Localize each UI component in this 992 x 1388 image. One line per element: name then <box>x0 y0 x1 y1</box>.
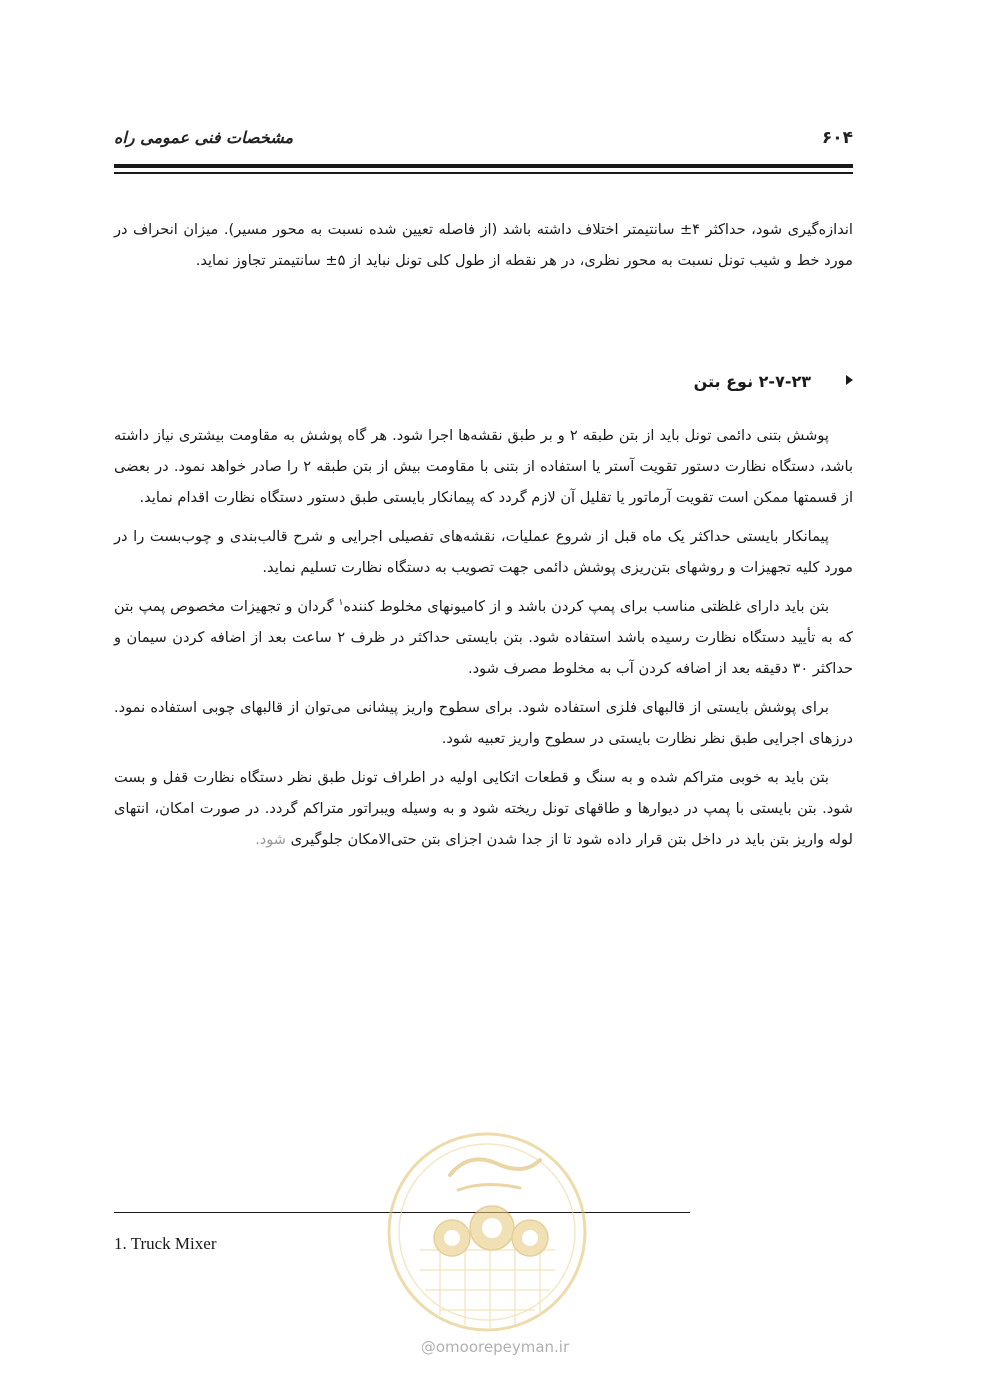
paragraph-3-part-a: بتن باید دارای غلظتی مناسب برای پمپ کردن باشد و از کامیونهای مخلوط کننده <box>343 598 830 615</box>
paragraph-3 <box>114 591 853 684</box>
paragraph-5-part-a: بتن باید به خوبی متراکم شده و به سنگ و قطعات اتکایی اولیه در اطراف تونل طبق نظر دستگاه نظارت قفل و بست شود. بتن بایستی با پمپ در دیوارها و طاقهای تونل ریخته شود و به وسیله ویبراتور متراکم گردد. در صورت امکان، انتهای لوله واریز بتن باید در داخل بتن قرار داده شود تا از جدا شدن اجزای بتن حتی‌الامکان جلوگیری <box>114 769 853 848</box>
paragraph-1: پوشش بتنی دائمی تونل باید از بتن طبقه ۲ و بر طبق نقشه‌ها اجرا شود. هر گاه پوشش به مقاومت بیشتری نیاز داشته باشد، دستگاه نظارت دستور تقویت آستر یا استفاده از بتنی با مقاومت بیش از بتن طبقه ۲ را صادر خواهد نمود. در بعضی از قسمتها ممکن است تقویت آرماتور یا تقلیل آن لازم گردد که پیمانکار بایستی طبق دستور دستگاه نظارت اقدام نماید. <box>114 427 854 506</box>
watermark-url: @omoorepeyman.ir <box>420 1338 570 1356</box>
running-header <box>114 118 853 158</box>
section-body <box>114 420 853 855</box>
footnote-ref: ۱ <box>338 598 344 609</box>
paragraph-3-part-b: گردان و تجهیزات مخصوص پمپ بتن که به تأیید دستگاه نظارت رسیده باشد استفاده شود. بتن بایستی حداکثر در ظرف ۲ ساعت بعد از اضافه کردن سیمان و حداکثر ۳۰ دقیقه بعد از اضافه کردن آب به مخلوط مصرف شود. <box>114 598 853 677</box>
paragraph-5 <box>114 762 853 855</box>
paragraph-2: پیمانکار بایستی حداکثر یک ماه قبل از شروع عملیات، نقشه‌های تفصیلی اجرایی و شرح قالب‌بندی و چوب‌بست را در مورد کلیه تجهیزات و روشهای بتن‌ریزی پوشش دائمی جهت تصویب به دستگاه نظارت تسلیم نماید. <box>114 528 853 576</box>
header-title: مشخصات فنی عمومی راه <box>114 128 294 147</box>
watermark-seal-icon <box>380 1120 595 1345</box>
triangle-bullet-icon <box>846 375 853 385</box>
footnote: 1. Truck Mixer <box>114 1234 217 1253</box>
paragraph-5-faded-end: شود. <box>255 831 286 848</box>
header-rule-thin <box>114 172 853 174</box>
section-heading <box>114 372 853 404</box>
section-heading-text: ۲-۷-۲۳ نوع بتن <box>693 372 811 391</box>
watermark-logo <box>380 1120 595 1345</box>
intro-block <box>114 214 853 276</box>
intro-paragraph: اندازه‌گیری شود، حداکثر ۴± سانتیمتر اختلاف داشته باشد (از فاصله تعیین شده نسبت به محور مسیر). میزان انحراف در مورد خط و شیب تونل نسبت به محور نظری، در هر نقطه از طول کلی تونل نباید از ۵± سانتیمتر تجاوز نماید. <box>114 221 853 269</box>
paragraph-4: برای پوشش بایستی از قالبهای فلزی استفاده شود. برای سطوح واریز پیشانی می‌توان از قالبهای چوبی استفاده نمود. درزهای اجرایی طبق نظر نظارت بایستی در سطوح واریز تعبیه شود. <box>114 699 853 747</box>
header-rule-thick <box>114 164 853 168</box>
page-number: ۶۰۴ <box>821 128 853 148</box>
